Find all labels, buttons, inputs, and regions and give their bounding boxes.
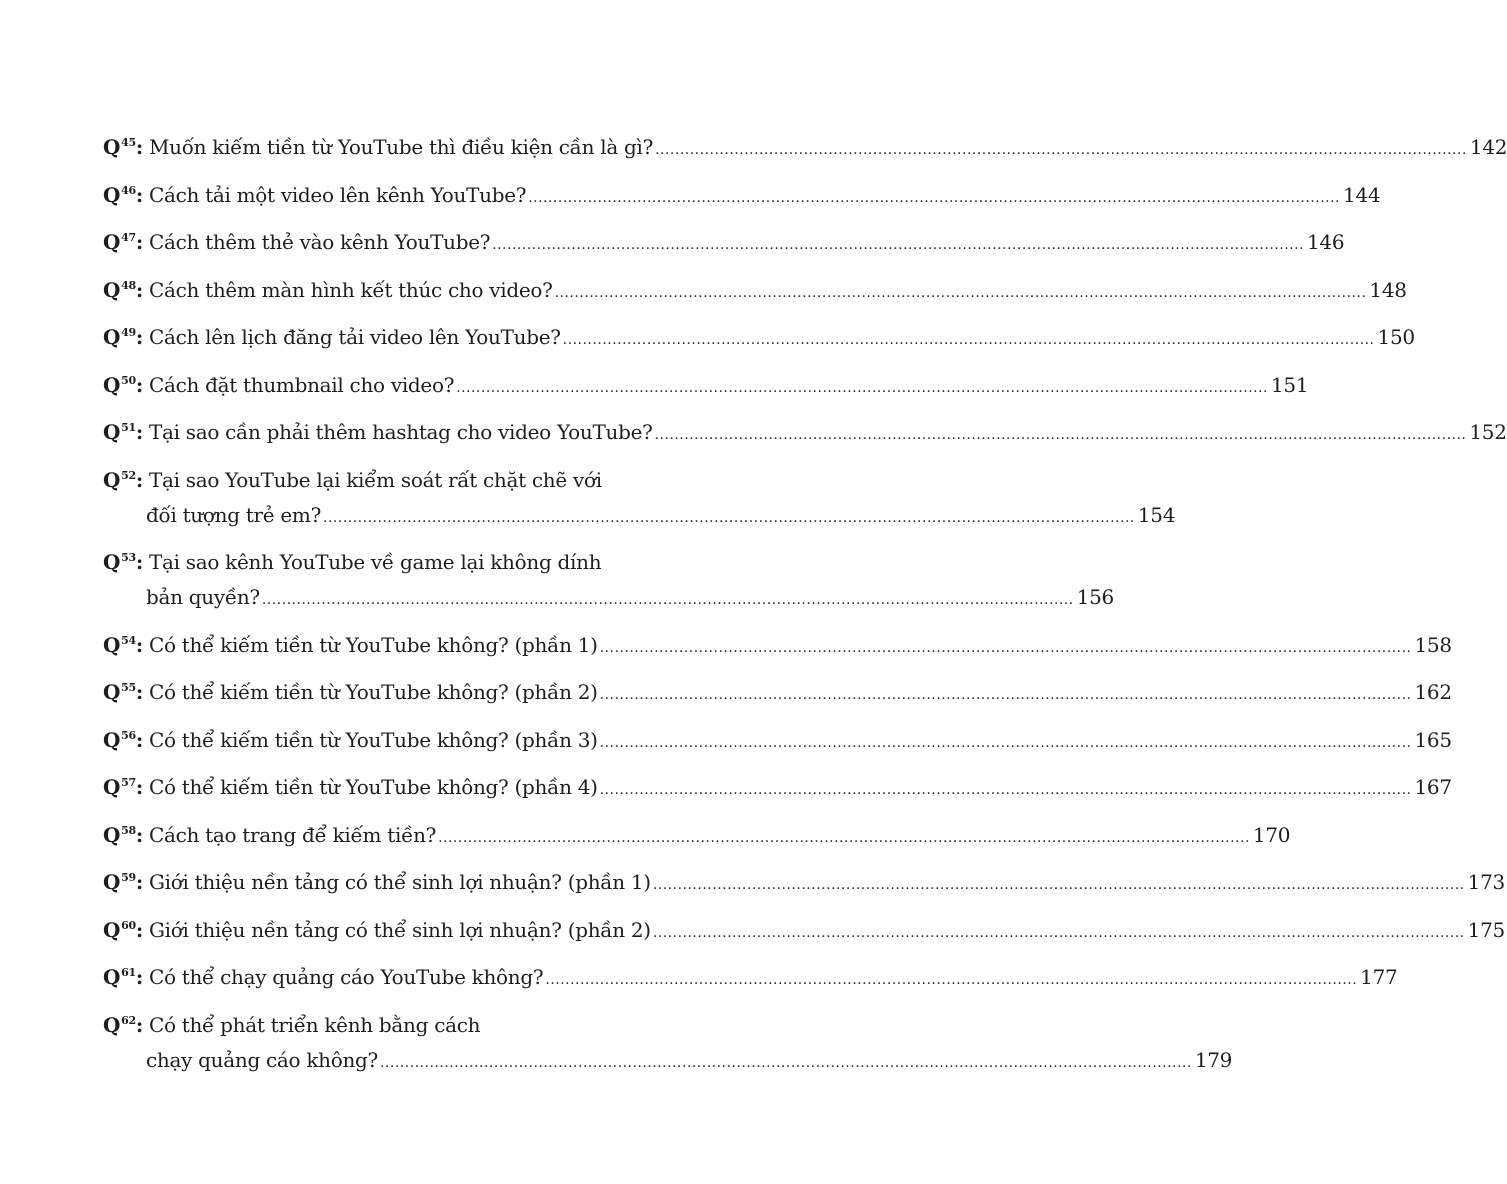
question-label (103, 628, 143, 663)
toc-line (103, 463, 691, 498)
dot-leader (653, 916, 1465, 951)
toc-entry (103, 320, 1415, 355)
dot-leader (655, 133, 1467, 168)
page-number: 158 (1414, 632, 1452, 657)
question-label (103, 1008, 143, 1043)
question-colon: : (135, 870, 143, 894)
question-label (103, 463, 143, 498)
entry-title: Cách lên lịch đăng tải video lên YouTube? (148, 325, 561, 349)
page-number: 173 (1467, 870, 1505, 894)
question-letter: Q (103, 965, 121, 989)
question-colon: : (135, 550, 143, 574)
question-colon: : (135, 182, 143, 207)
dot-leader (600, 678, 1412, 713)
question-number: 59 (121, 871, 136, 884)
question-colon: : (135, 325, 143, 349)
question-label (103, 545, 143, 580)
question-colon: : (135, 727, 143, 752)
question-label (103, 320, 143, 355)
page-number: 177 (1360, 965, 1398, 989)
question-letter: Q (103, 372, 121, 397)
question-label (103, 818, 143, 853)
question-number: 45 (121, 136, 136, 149)
question-colon: : (135, 420, 143, 444)
question-number: 55 (121, 681, 136, 694)
question-colon: : (135, 632, 143, 657)
dot-leader (600, 631, 1412, 666)
toc-entry (103, 960, 1398, 995)
question-number: 52 (121, 468, 136, 482)
question-number: 51 (121, 421, 136, 434)
entry-title: Có thể kiếm tiền từ YouTube không? (phần 3) (148, 727, 598, 752)
dot-leader (555, 276, 1367, 311)
question-letter: Q (103, 182, 121, 207)
question-number: 58 (121, 823, 136, 837)
question-letter: Q (103, 550, 121, 574)
toc-line (103, 130, 1507, 165)
question-label (103, 865, 143, 900)
question-letter: Q (103, 775, 121, 799)
entry-title: Tại sao cần phải thêm hashtag cho video YouTube? (148, 420, 653, 444)
page-number: 162 (1414, 680, 1452, 704)
toc-line (103, 913, 1505, 948)
question-letter: Q (103, 632, 121, 657)
toc-line (103, 628, 1452, 663)
question-letter: Q (103, 277, 121, 302)
question-letter: Q (103, 822, 121, 847)
toc-line (103, 368, 1309, 403)
toc-entry (103, 723, 1452, 758)
toc-line (103, 960, 1398, 995)
question-label (103, 415, 143, 450)
entry-title: Muốn kiếm tiền từ YouTube thì điều kiện cần là gì? (148, 135, 654, 159)
toc-entry (103, 1008, 1233, 1078)
question-number: 50 (121, 373, 136, 387)
entry-title: Có thể kiếm tiền từ YouTube không? (phần 1) (148, 632, 598, 657)
toc-entry (103, 415, 1507, 450)
question-colon: : (135, 680, 143, 704)
dot-leader (600, 726, 1412, 761)
question-label (103, 368, 143, 403)
entry-title: đối tượng trẻ em? (146, 502, 322, 527)
entry-title: Cách tạo trang để kiếm tiền? (148, 822, 437, 847)
question-number: 46 (121, 183, 136, 197)
question-colon: : (135, 775, 143, 799)
question-letter: Q (103, 870, 121, 894)
question-letter: Q (103, 467, 121, 492)
question-number: 53 (121, 551, 136, 564)
page-number: 167 (1414, 775, 1452, 799)
dot-leader (456, 371, 1268, 406)
question-colon: : (135, 1012, 143, 1037)
question-letter: Q (103, 325, 121, 349)
dot-leader (600, 773, 1412, 808)
toc-entry (103, 818, 1291, 853)
question-letter: Q (103, 420, 121, 444)
page-number: 175 (1467, 917, 1505, 942)
entry-title: Cách thêm màn hình kết thúc cho video? (148, 277, 553, 302)
question-number: 57 (121, 776, 136, 789)
page-number: 151 (1270, 372, 1309, 397)
toc-line (103, 498, 1176, 533)
entry-title: Tại sao YouTube lại kiểm soát rất chặt chẽ với (148, 467, 602, 492)
question-colon: : (135, 822, 143, 847)
question-number: 54 (121, 633, 136, 647)
toc-line (103, 865, 1505, 900)
question-label (103, 960, 143, 995)
entry-title: Có thể phát triển kênh bằng cách (148, 1012, 481, 1037)
dot-leader (323, 501, 1135, 536)
entry-title: bản quyền? (146, 585, 260, 609)
toc-entry (103, 178, 1381, 213)
dot-leader (262, 583, 1074, 618)
question-colon: : (135, 467, 143, 492)
entry-title: Có thể kiếm tiền từ YouTube không? (phần 4) (148, 775, 598, 799)
toc-line (103, 178, 1381, 213)
question-colon: : (135, 372, 143, 397)
question-colon: : (135, 135, 143, 159)
question-label (103, 913, 143, 948)
question-letter: Q (103, 1012, 121, 1037)
question-colon: : (135, 230, 143, 254)
question-letter: Q (103, 917, 121, 942)
dot-leader (653, 868, 1465, 903)
question-number: 49 (121, 326, 136, 339)
entry-title: Có thể kiếm tiền từ YouTube không? (phần 2) (148, 680, 598, 704)
page-number: 179 (1194, 1047, 1233, 1072)
question-number: 62 (121, 1013, 136, 1027)
toc-line (103, 723, 1452, 758)
toc-entry (103, 913, 1505, 948)
toc-entry (103, 770, 1452, 805)
toc-entry (103, 463, 1176, 533)
question-number: 61 (121, 966, 136, 979)
entry-title: Giới thiệu nền tảng có thể sinh lợi nhuận? (phần 1) (148, 870, 651, 894)
question-label (103, 273, 143, 308)
toc-entry (103, 628, 1452, 663)
entry-title: Giới thiệu nền tảng có thể sinh lợi nhuận? (phần 2) (148, 917, 651, 942)
toc-line (103, 818, 1291, 853)
dot-leader (545, 963, 1357, 998)
question-colon: : (135, 277, 143, 302)
dot-leader (563, 323, 1375, 358)
toc-entry (103, 225, 1345, 260)
table-of-contents (103, 130, 1507, 1090)
toc-line (103, 320, 1415, 355)
toc-line (103, 770, 1452, 805)
page-number: 154 (1137, 502, 1176, 527)
question-label (103, 178, 143, 213)
page-number: 150 (1377, 325, 1415, 349)
entry-title: chạy quảng cáo không? (146, 1047, 378, 1072)
toc-line (103, 1008, 691, 1043)
question-label (103, 770, 143, 805)
question-label (103, 675, 143, 710)
entry-title: Cách thêm thẻ vào kênh YouTube? (148, 230, 491, 254)
question-number: 56 (121, 728, 136, 742)
page-number: 144 (1343, 182, 1381, 207)
question-colon: : (135, 965, 143, 989)
question-number: 60 (121, 918, 136, 932)
question-label (103, 723, 143, 758)
toc-line (103, 545, 691, 580)
page-number: 146 (1307, 230, 1345, 254)
question-number: 47 (121, 231, 136, 244)
page-number: 170 (1252, 822, 1291, 847)
question-letter: Q (103, 230, 121, 254)
question-letter: Q (103, 680, 121, 704)
toc-entry (103, 545, 1114, 615)
toc-entry (103, 130, 1507, 165)
entry-title: Tại sao kênh YouTube về game lại không dính (148, 550, 602, 574)
dot-leader (655, 418, 1467, 453)
dot-leader (438, 821, 1250, 856)
toc-line (103, 225, 1345, 260)
toc-entry (103, 368, 1309, 403)
toc-line (103, 1043, 1233, 1078)
toc-line (103, 675, 1452, 710)
toc-entry (103, 273, 1407, 308)
page-number: 156 (1076, 585, 1114, 609)
question-letter: Q (103, 135, 121, 159)
question-letter: Q (103, 727, 121, 752)
question-number: 48 (121, 278, 136, 292)
entry-title: Cách đặt thumbnail cho video? (148, 372, 455, 397)
toc-line (103, 580, 1114, 615)
toc-entry (103, 675, 1452, 710)
page-number: 165 (1414, 727, 1452, 752)
page-number: 148 (1369, 277, 1407, 302)
question-label (103, 225, 143, 260)
entry-title: Có thể chạy quảng cáo YouTube không? (148, 965, 544, 989)
dot-leader (528, 181, 1340, 216)
page-number: 142 (1469, 135, 1507, 159)
dot-leader (492, 228, 1304, 263)
toc-entry (103, 865, 1505, 900)
question-label (103, 130, 143, 165)
dot-leader (380, 1046, 1192, 1081)
toc-line (103, 415, 1507, 450)
page-number: 152 (1469, 420, 1507, 444)
entry-title: Cách tải một video lên kênh YouTube? (148, 182, 527, 207)
question-colon: : (135, 917, 143, 942)
toc-line (103, 273, 1407, 308)
